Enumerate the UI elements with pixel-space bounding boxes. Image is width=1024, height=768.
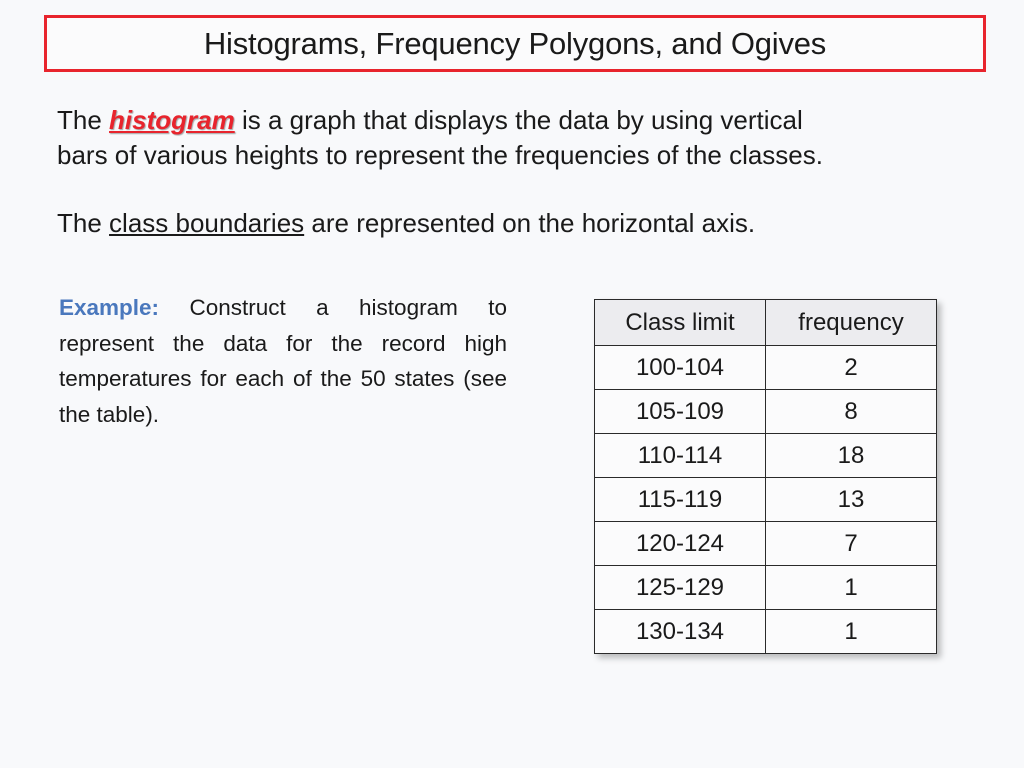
table-row (595, 522, 937, 566)
example-paragraph (59, 290, 507, 432)
header-class-limit: Class limit (595, 300, 766, 346)
frequency-cell: 8 (766, 390, 937, 434)
table-row (595, 434, 937, 478)
frequency-cell: 18 (766, 434, 937, 478)
header-frequency: frequency (766, 300, 937, 346)
table-row (595, 610, 937, 654)
example-text: Construct a histogram to represent the data for the record high temperatures for each of the 50 states (see the table). (59, 295, 507, 427)
class-limit-cell: 115-119 (595, 478, 766, 522)
table-row (595, 390, 937, 434)
class-limit-cell: 110-114 (595, 434, 766, 478)
table-row (595, 346, 937, 390)
table-row (595, 478, 937, 522)
intro-line1-rest: is a graph that displays the data by using vertical (241, 105, 803, 135)
class-limit-cell: 120-124 (595, 522, 766, 566)
table-header-row (595, 300, 937, 346)
intro-line2: bars of various heights to represent the frequencies of the classes. (57, 140, 823, 170)
boundaries-rest: are represented on the horizontal axis. (311, 208, 756, 238)
class-limit-cell: 105-109 (595, 390, 766, 434)
class-limit-cell: 125-129 (595, 566, 766, 610)
intro-prefix: The (57, 105, 102, 135)
boundaries-prefix: The (57, 208, 102, 238)
frequency-cell: 1 (766, 566, 937, 610)
class-limit-cell: 100-104 (595, 346, 766, 390)
class-limit-cell: 130-134 (595, 610, 766, 654)
page-title: Histograms, Frequency Polygons, and Ogives (203, 25, 827, 61)
histogram-definition (57, 103, 823, 173)
frequency-table (594, 299, 937, 654)
example-label: Example: (59, 295, 160, 320)
term-class-boundaries: class boundaries (109, 208, 305, 238)
title-box (44, 15, 986, 72)
frequency-cell: 1 (766, 610, 937, 654)
table-row (595, 566, 937, 610)
keyword-histogram: histogram (109, 105, 235, 135)
frequency-cell: 13 (766, 478, 937, 522)
frequency-cell: 7 (766, 522, 937, 566)
class-boundaries-note (57, 206, 755, 241)
frequency-cell: 2 (766, 346, 937, 390)
